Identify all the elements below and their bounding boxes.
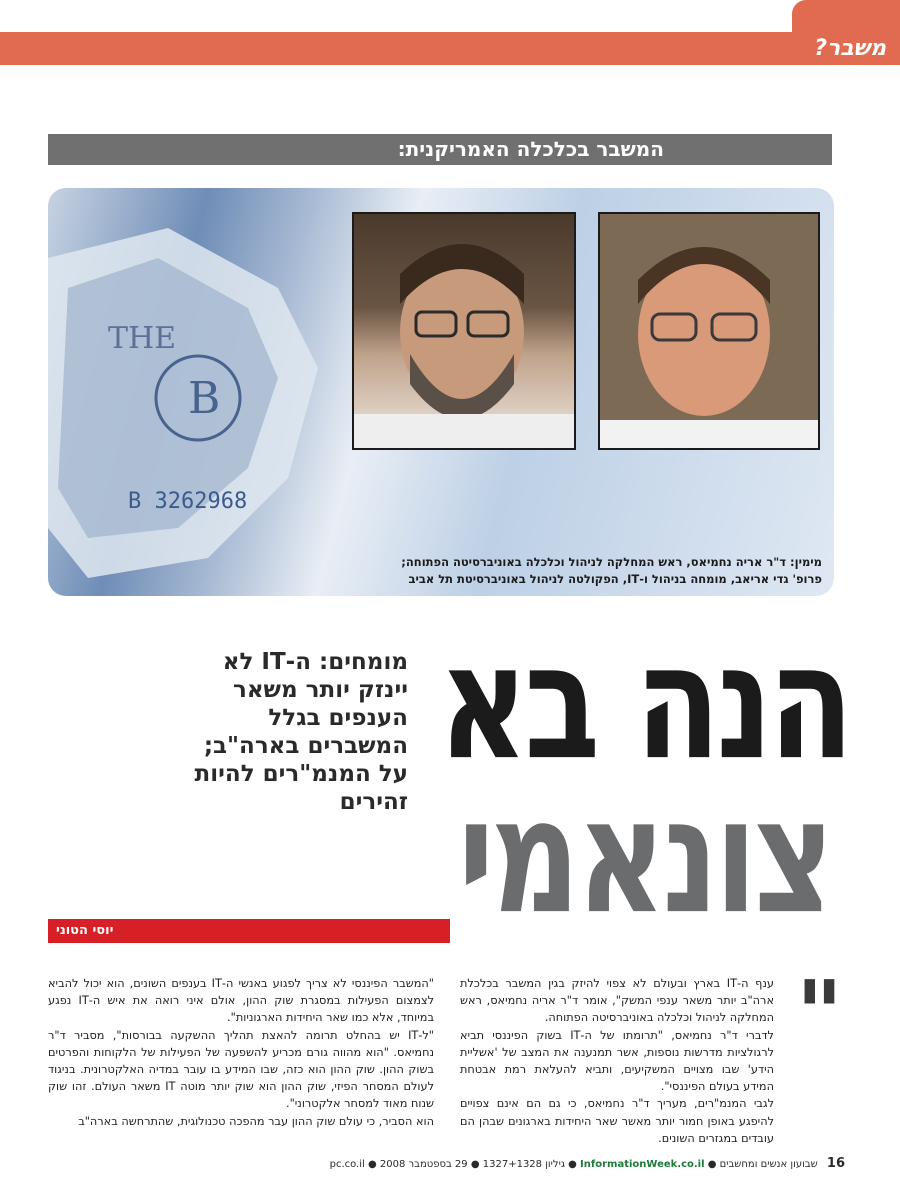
subhead-line: על המנמ"רים להיות: [194, 761, 408, 787]
topic-title: המשבר בכלכלה האמריקנית:: [397, 137, 664, 161]
caption-line-1: מימין: ד"ר אריה נחמיאס, ראש המחלקה לניהול וכלכלה באוניברסיטה הפתוחה;: [401, 555, 822, 569]
footer-publication: שבועון אנשים ומחשבים: [719, 1159, 818, 1170]
photo-panel: [48, 188, 834, 596]
footer-bullet: ●: [704, 1159, 717, 1170]
paragraph: לגבי המנמ"רים, מעריך ד"ר נחמיאס, כי גם הם אינם צפויים להיפגע באופן חמור יותר מאשר שאר היחידות בארגונים שבהן הם עובדים במגזרים השונים.: [460, 1097, 774, 1145]
paragraph: "המשבר הפיננסי לא צריך לפגוע באנשי ה-IT בענפים השונים, הוא יכול להביא לצמצום הפעילות במסגרת שוק ההון, אולם איני רואה את איש ה-IT נפגע במיוחד, אלא כמו שאר היחידות הארגוניות".: [48, 977, 434, 1025]
header-band: [0, 32, 900, 65]
footer-date: 29 בספטמבר 2008: [379, 1159, 468, 1170]
page-footer: [52, 1155, 845, 1173]
footer-bullet: ●: [467, 1159, 480, 1170]
footer-bullet: ●: [564, 1159, 577, 1170]
photo-caption: [82, 554, 822, 588]
article-column-left: [48, 975, 434, 1130]
portrait-arie-nachmias: [598, 212, 820, 450]
paragraph: "ל-IT יש בהחלט תרומה להאצת תהליך ההשקעה בבורסות", מסביר ד"ר נחמיאס. "הוא מהווה גורם מכריע להשפעה של הפעילות של הלקוחות והפרטים בשוק ההון. שוק ההון הוא כזה, שבו המידע בו עובר במדיה האלקטרונית. בניגוד לעולם המסחר הפיזי, שוק ההון הוא שוק יותר מוטה IT משאר העולם. זהו שוק שנוח מאוד למסחר אלקטרוני".: [48, 1028, 434, 1111]
quote-mark: ": [796, 962, 843, 1067]
headline-line-2: צונאמי: [457, 765, 831, 950]
crumpled-dollar-illustration: [48, 228, 348, 588]
subhead-line: מומחים: ה-IT לא: [222, 649, 408, 675]
section-label: משבר?: [814, 36, 886, 61]
footer-bullet: ●: [364, 1159, 377, 1170]
subheadline: [146, 648, 408, 816]
headline-line-1: הנה בא: [438, 611, 850, 796]
footer-issue: גיליון 1327+1328: [482, 1159, 565, 1170]
paragraph: לדברי ד"ר נחמיאס, "תרומתו של ה-IT בשוק הפיננסי תביא לרגולציות מדרשות נוספות, אשר תמנענה את המצב של 'אשליית הידע' שבו מצויים המשקיעים, ותביא להעלאת רמת אבטחת המידע בעולם הפיננסי".: [460, 1028, 774, 1094]
byline-author: יוסי הטוני: [56, 923, 114, 938]
portrait-gadi-ariav: [352, 212, 576, 450]
subhead-line: זהירים: [339, 789, 408, 815]
footer-site[interactable]: pc.co.il: [329, 1159, 365, 1170]
article-column-right: [460, 975, 774, 1147]
header-tab: [792, 0, 900, 34]
svg-text:B: B: [188, 373, 221, 424]
svg-text:THE: THE: [108, 321, 177, 356]
caption-line-2: פרופ' גדי אריאב, מומחה בניהול ו-IT, הפקולטה לניהול באוניברסיטת תל אביב: [408, 572, 822, 586]
svg-text:B 3262968: B 3262968: [128, 489, 248, 514]
header-white-cutout: [0, 0, 792, 32]
footer-brand-site[interactable]: InformationWeek.co.il: [580, 1159, 705, 1170]
page-number: 16: [826, 1156, 845, 1171]
paragraph: ענף ה-IT בארץ ובעולם לא צפוי להיזק בגין המשבר בכלכלת ארה"ב יותר משאר ענפי המשק", אומר ד"ר אריה נחמיאס, ראש המחלקה לניהול וכלכלה באוניברסיטה הפתוחה.: [460, 977, 774, 1025]
subhead-line: המשברים בארה"ב;: [203, 733, 408, 759]
subhead-line: הענפים בגלל: [268, 705, 408, 731]
paragraph: הוא הסביר, כי עולם שוק ההון עבר מהפכה טכנולוגית, שהתרחשה בארה"ב: [78, 1114, 434, 1128]
subhead-line: יינזק יותר משאר: [232, 677, 408, 703]
